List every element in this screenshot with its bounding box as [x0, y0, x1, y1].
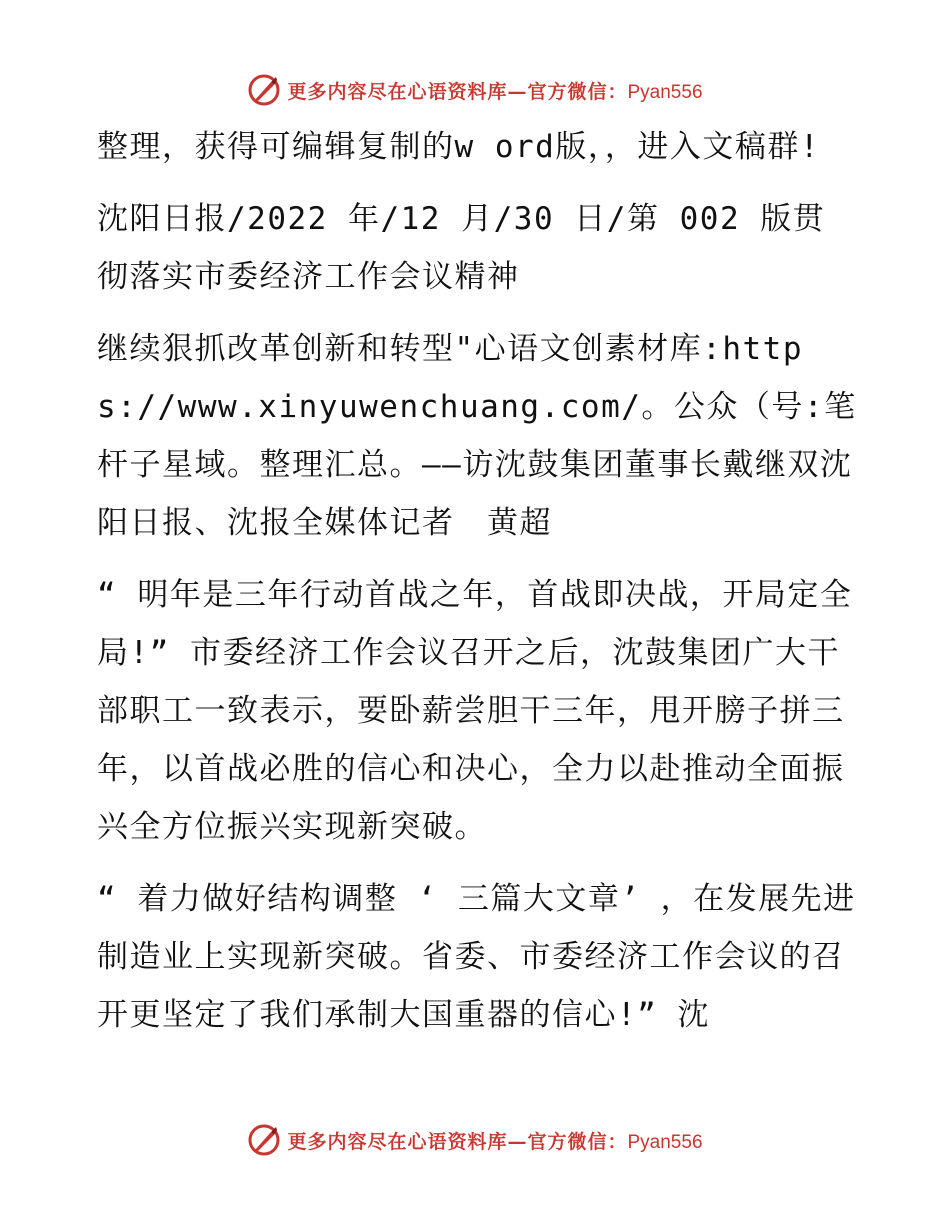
footer-watermark-banner	[0, 1120, 950, 1160]
header-watermark-banner	[0, 70, 950, 110]
watermark-title: 更多内容尽在心语资料库	[287, 80, 508, 103]
document-body	[97, 118, 857, 1058]
quill-pen-logo-icon	[247, 73, 281, 107]
watermark-wechat-label: 官方微信：	[527, 80, 628, 103]
watermark-wechat-id: Pyan556	[627, 81, 703, 103]
watermark-title: 更多内容尽在心语资料库	[287, 1130, 508, 1153]
paragraph-1: 整理，获得可编辑复制的w ord版，，进入文稿群!	[97, 129, 820, 165]
quill-pen-logo-icon	[247, 1123, 281, 1157]
watermark-separator: —	[507, 1130, 528, 1153]
paragraph-3: 继续狠抓改革创新和转型"心语文创素材库:https://www.xinyuwenchuang.com/。公众（号:笔杆子星域。整理汇总。——访沈鼓集团董事长戴继双沈阳日报、沈报全媒体记者 黄超	[97, 331, 857, 541]
watermark-separator: —	[507, 80, 528, 103]
paragraph-5: “ 着力做好结构调整 ‘ 三篇大文章’ ，在发展先进制造业上实现新突破。省委、市委经济工作会议的召开更坚定了我们承制大国重器的信心!” 沈	[97, 881, 856, 1033]
watermark-text	[287, 1127, 702, 1154]
watermark-text	[287, 77, 702, 104]
watermark-wechat-id: Pyan556	[627, 1131, 703, 1153]
watermark-wechat-label: 官方微信：	[527, 1130, 628, 1153]
paragraph-2: 沈阳日报/2022 年/12 月/30 日/第 002 版贯彻落实市委经济工作会议精神	[97, 201, 826, 295]
paragraph-4: “ 明年是三年行动首战之年，首战即决战，开局定全局!” 市委经济工作会议召开之后，沈鼓集团广大干部职工一致表示，要卧薪尝胆干三年，甩开膀子拼三年，以首战必胜的信心和决心，全力以赴推动全面振兴全方位振兴实现新突破。	[97, 577, 853, 845]
